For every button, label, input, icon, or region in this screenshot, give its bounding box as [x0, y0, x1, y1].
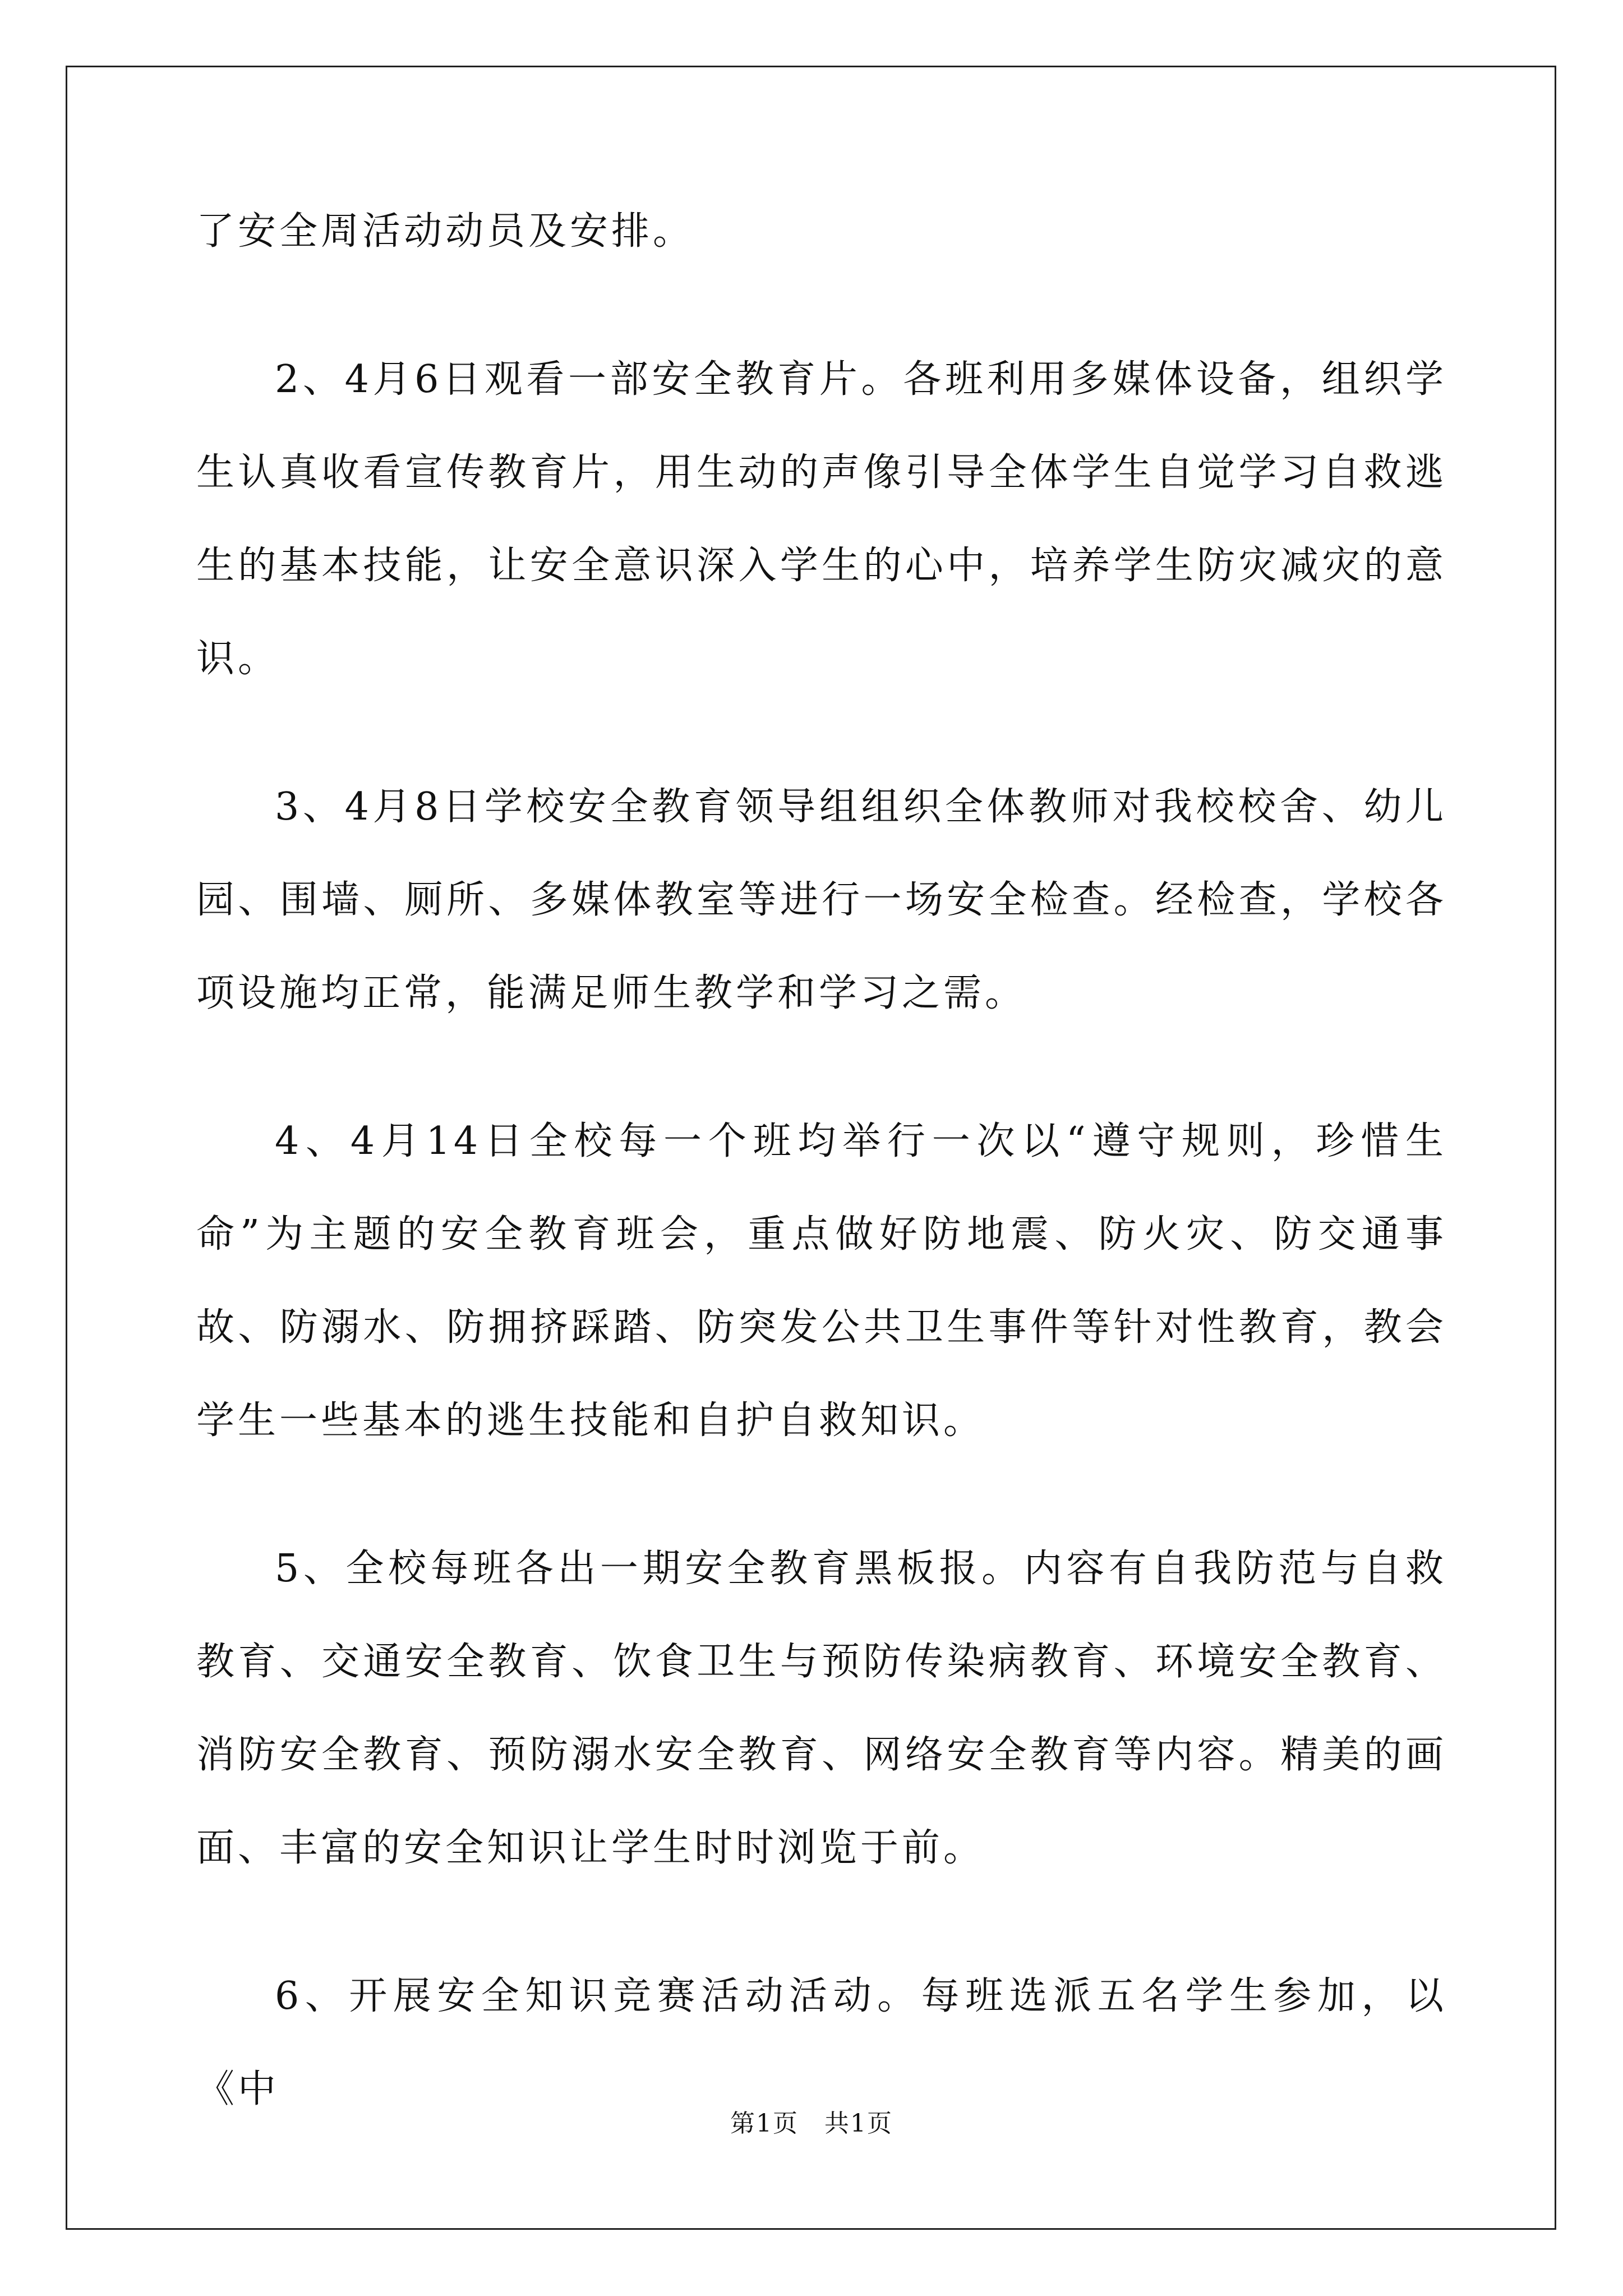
- paragraph-1: 了安全周活动动员及安排。: [196, 209, 695, 254]
- page-number-footer: 第1页 共1页: [730, 2109, 893, 2138]
- paragraph-6: 6、开展安全知识竞赛活动活动。每班选派五名学生参加，以《中: [196, 1974, 1447, 2111]
- paragraph-3: 3、4月8日学校安全教育领导组组织全体教师对我校校舍、幼儿园、围墙、厕所、多媒体教室等进行一场安全检查。经检查，学校各项设施均正常，能满足师生教学和学习之需。: [196, 785, 1447, 1015]
- paragraph-2: 2、4月6日观看一部安全教育片。各班利用多媒体设备，组织学生认真收看宣传教育片，用生动的声像引导全体学生自觉学习自救逃生的基本技能，让安全意识深入学生的心中，培养学生防灾减灾的意识。: [196, 357, 1447, 681]
- document-body: [196, 185, 1447, 2136]
- paragraph-4: 4、4月14日全校每一个班均举行一次以“遵守规则，珍惜生命”为主题的安全教育班会，重点做好防地震、防火灾、防交通事故、防溺水、防拥挤踩踏、防突发公共卫生事件等针对性教育，教会学生一些基本的逃生技能和自护自救知识。: [196, 1119, 1447, 1443]
- paragraph-5: 5、全校每班各出一期安全教育黑板报。内容有自我防范与自救教育、交通安全教育、饮食卫生与预防传染病教育、环境安全教育、消防安全教育、预防溺水安全教育、网络安全教育等内容。精美的画面、丰富的安全知识让学生时时浏览于前。: [196, 1547, 1447, 1870]
